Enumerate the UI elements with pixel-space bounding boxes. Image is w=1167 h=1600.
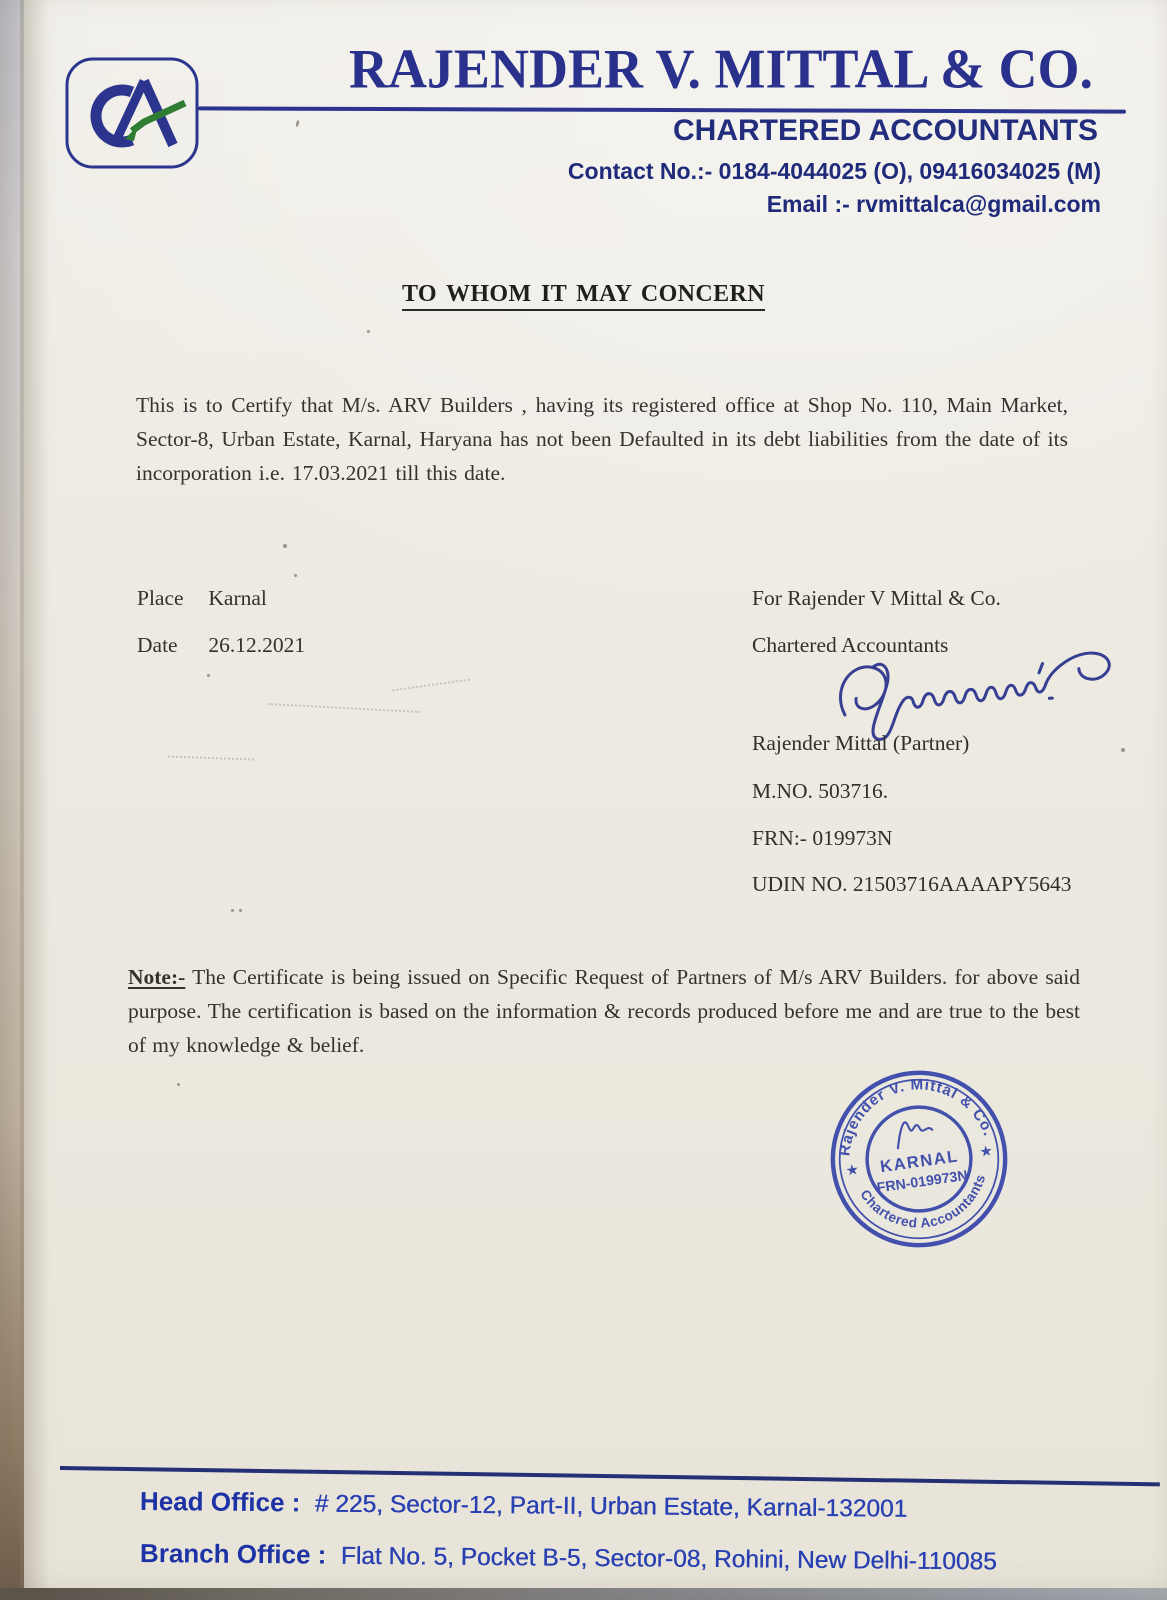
scan-speck: [231, 909, 234, 912]
scan-speck: [207, 674, 210, 677]
stamp-center-city: KARNAL: [878, 1146, 960, 1177]
stamp-arc-top-text: Rajender V. Mittal & Co.: [836, 1076, 998, 1157]
date-row: [137, 633, 305, 658]
for-firm-line: For Rajender V Mittal & Co.: [752, 586, 1001, 610]
scan-speck: [1121, 748, 1125, 752]
stamp-inner-signature: [894, 1119, 934, 1149]
scan-speck: [367, 330, 370, 333]
branch-office-label: Branch Office :: [139, 1538, 327, 1570]
branch-office-row: [140, 1538, 997, 1576]
pencil-scribble: [168, 755, 254, 760]
udin-line: UDIN NO. 21503716AAAAPY5643: [752, 872, 1072, 896]
stamp-star-left-icon: ★: [845, 1161, 859, 1178]
date-value: 26.12.2021: [208, 633, 306, 657]
pencil-scribble: [268, 703, 420, 713]
place-row: [137, 586, 267, 611]
head-office-value: # 225, Sector-12, Part-II, Urban Estate, Karnal-132001: [314, 1490, 908, 1523]
scan-speck: [294, 574, 297, 577]
head-office-label: Head Office :: [139, 1486, 301, 1518]
frn-line: FRN:- 019973N: [752, 826, 893, 850]
designation-line: Chartered Accountants: [752, 633, 949, 657]
contact-number-line: Contact No.:- 0184-4044025 (O), 09416034025 (M): [567, 158, 1101, 184]
firm-subtitle: CHARTERED ACCOUNTANTS: [673, 114, 1098, 147]
note-text: The Certificate is being issued on Specific Request of Partners of M/s ARV Builders. for above said purpose. The certification is based on the information & records produced before me and are true to the best of my knowledge & belief.: [128, 965, 1080, 1057]
scan-speck: [283, 544, 287, 548]
header-divider: [198, 106, 1126, 113]
branch-office-value: Flat No. 5, Pocket B-5, Sector-08, Rohini, New Delhi-110085: [340, 1542, 997, 1576]
stamp-center-frn: FRN-019973N: [875, 1167, 969, 1197]
ca-institute-logo-icon: [64, 56, 200, 170]
stamp-arc-bottom-text: Chartered Accountants: [857, 1172, 989, 1231]
footer-divider: [60, 1466, 1160, 1486]
email-line: Email :- rvmittalca@gmail.com: [766, 191, 1101, 217]
stamp-star-right-icon: ★: [979, 1142, 993, 1160]
scan-edge-bottom: [0, 1588, 1167, 1600]
firm-round-stamp: [814, 1054, 1024, 1264]
certificate-body-paragraph: This is to Certify that M/s. ARV Builders , having its registered office at Shop No. 110, Main Market, Sector-8, Urban Estate, Karnal, Haryana has not been Defaulted in its debt liabilities from the date of its incorporation i.e. 17.03.2021 till this date.: [136, 393, 1068, 485]
head-office-row: [140, 1486, 907, 1524]
note-paragraph: [128, 960, 1080, 1062]
date-label: Date: [137, 633, 178, 657]
place-value: Karnal: [208, 586, 267, 610]
letter-title: TO WHOM IT MAY CONCERN: [0, 281, 1167, 308]
firm-name: RAJENDER V. MITTAL & CO.: [348, 37, 1094, 101]
pencil-scribble: [392, 679, 470, 692]
scan-edge-blend: [20, 0, 50, 1600]
scan-speck: [239, 909, 242, 912]
scan-speck: [295, 120, 300, 128]
partner-name-line: Rajender Mittal (Partner): [752, 731, 970, 755]
membership-number-line: M.NO. 503716.: [752, 779, 889, 803]
note-label: Note:-: [128, 965, 186, 989]
place-label: Place: [137, 586, 184, 610]
scan-speck: [177, 1083, 180, 1086]
svg-text:Rajender V. Mittal & Co.: [827, 1066, 998, 1159]
